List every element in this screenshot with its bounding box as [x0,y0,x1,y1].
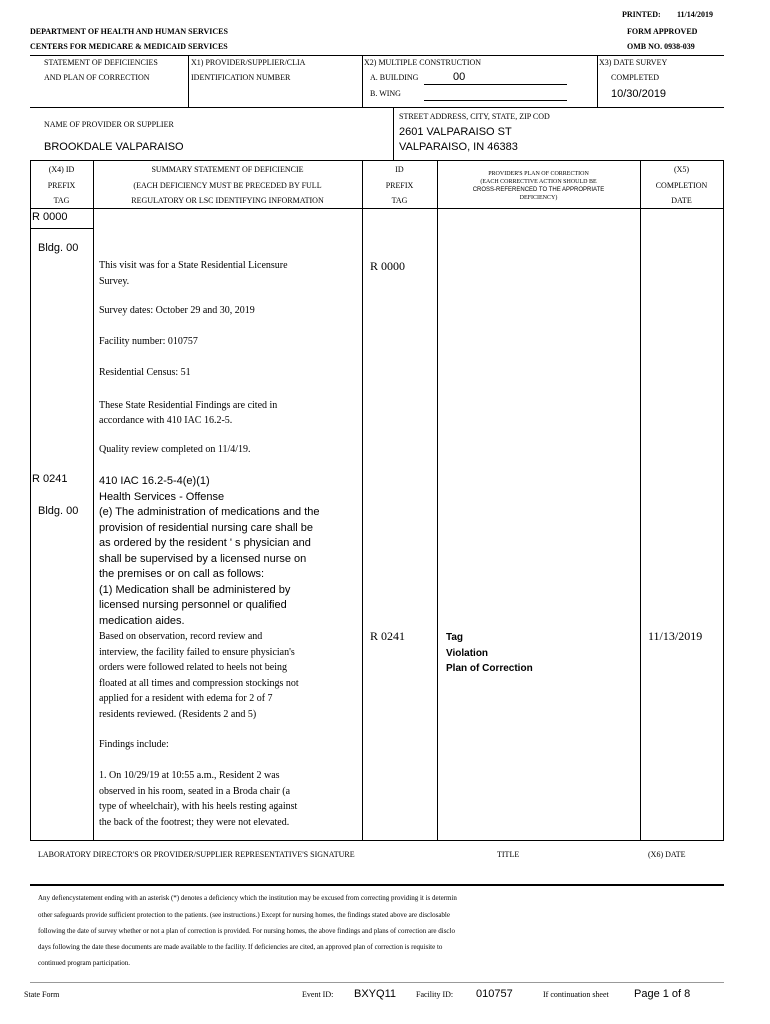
building-label: A. BUILDING [370,73,419,82]
title-label: TITLE [497,850,520,859]
rule [362,160,363,840]
department-name: DEPARTMENT OF HEALTH AND HUMAN SERVICES [30,27,228,36]
rule [30,884,724,886]
printed-label: PRINTED: [622,10,661,19]
rule [30,982,724,983]
provider-name-label: NAME OF PROVIDER OR SUPPLIER [44,120,174,129]
summary-header-line2: (EACH DEFICIENCY MUST BE PRECEDED BY FULL [133,181,322,190]
disclaimer-line4: days following the date these documents are made available to the facility. If deficiencies are cited, an approved plan of correction is requisite to [38,943,443,951]
summary-header-line1: SUMMARY STATEMENT OF DEFICIENCIE [151,165,304,174]
building-tag-2: Bldg. 00 [38,505,79,517]
statement-label-line2: AND PLAN OF CORRECTION [44,73,150,82]
rule [30,840,724,841]
continuation-label: If continuation sheet [543,990,609,999]
prefix-tag-r0241: R 0241 [32,473,68,485]
disclaimer-line2: other safeguards provide sufficient protection to the patients. (see instructions.) Except for nursing homes, the findings stated above are disclosable [38,911,450,919]
summary-header-line3: REGULATORY OR LSC IDENTIFYING INFORMATION [131,196,324,205]
plan-header-line3: CROSS-REFERENCED TO THE APPROPRIATE [472,187,605,193]
date-survey-label-line2: COMPLETED [611,73,659,82]
statement-label-line1: STATEMENT OF DEFICIENCIES [44,58,158,67]
date-survey-label-line1: X3) DATE SURVEY [599,58,668,67]
rule [30,107,724,108]
prefix-tag-r0000: R 0000 [32,211,68,223]
provider-id-label-line2: IDENTIFICATION NUMBER [191,73,291,82]
rule [93,160,94,840]
rule [640,160,641,840]
date-survey-value: 10/30/2019 [611,88,667,100]
rule [30,228,93,229]
rule [30,55,724,56]
plan-header-line2: (EACH CORRECTIVE ACTION SHOULD BE [480,179,597,185]
address-line1: 2601 VALPARAISO ST [399,126,512,138]
rule [30,160,31,840]
x4-header-line3: TAG [53,196,70,205]
completion-date: 11/13/2019 [648,629,703,643]
address-label: STREET ADDRESS, CITY, STATE, ZIP COD [399,112,550,121]
findings-include: Findings include: [99,739,169,750]
id-prefix-r0241: R 0241 [370,629,406,643]
rule [597,55,598,107]
plan-of-correction-text: Tag Violation Plan of Correction [446,632,533,674]
survey-dates: Survey dates: October 29 and 30, 2019 [99,305,255,316]
agency-name: CENTERS FOR MEDICARE & MEDICAID SERVICES [30,42,228,51]
id-header-line2: PREFIX [385,181,414,190]
rule [723,160,724,840]
facility-id-value: 010757 [476,988,513,1000]
building-tag-1: Bldg. 00 [38,242,79,254]
rule [188,55,189,107]
wing-label: B. WING [370,89,401,98]
omb-number: OMB NO. 0938-039 [627,42,695,51]
regulation-text: 410 IAC 16.2-5-4(e)(1) Health Services - Offense (e) The administration of medications and the provision of residential nursing care shall be as ordered by the resident ' s physician and shall be supervised by a licensed nurse on the premises or on call as follows: (1) Medication shall be administered by licensed nursing personnel or qualified medication aides. [99,475,320,627]
form-approved: FORM APPROVED [627,27,698,36]
finding-1: 1. On 10/29/19 at 10:55 a.m., Resident 2 was observed in his room, seated in a Broda chair (a type of wheelchair), with his heels resting against the back of the footrest; they were not elevated. [99,770,298,828]
intro-text: This visit was for a State Residential Licensure Survey. [99,260,288,287]
event-id-value: BXYQ11 [354,988,396,1000]
address-line2: VALPARAISO, IN 46383 [399,141,518,153]
id-header-line3: TAG [391,196,408,205]
x5-header-line3: DATE [671,196,692,205]
building-underline [424,84,567,85]
x5-header-line1: (X5) [673,165,690,174]
x4-header-line2: PREFIX [47,181,76,190]
signature-label: LABORATORY DIRECTOR'S OR PROVIDER/SUPPLIER REPRESENTATIVE'S SIGNATURE [38,850,355,859]
rule [393,107,394,160]
disclaimer-line3: following the date of survey whether or not a plan of correction is provided. For nursing homes, the above findings and plans of correction are disclo [38,927,455,935]
observation-text: Based on observation, record review and interview, the facility failed to ensure physician's orders were followed related to heels not being floated at all times and compression stockings not applied for a resident with edema for 2 of 7 residents reviewed. (Residents 2 and 5) [99,631,299,720]
plan-header-line1: PROVIDER'S PLAN OF CORRECTION [488,171,589,177]
event-id-label: Event ID: [302,990,334,999]
rule [30,208,724,209]
x5-header-line2: COMPLETION [655,181,708,190]
id-prefix-r0000: R 0000 [370,259,406,273]
quality-review: Quality review completed on 11/4/19. [99,444,251,455]
provider-id-label-line1: X1) PROVIDER/SUPPLIER/CLIA [191,58,306,67]
rule [30,160,724,161]
facility-id-label: Facility ID: [416,990,454,999]
disclaimer-line1: Any defiencystatement ending with an asterisk (*) denotes a deficiency which the institution may be excused from correcting providing it is determin [38,894,457,902]
state-form-label: State Form [24,990,60,999]
x4-header-line1: (X4) ID [48,165,75,174]
disclaimer-line5: continued program participation. [38,959,130,967]
plan-header-line4: DEFICIENCY) [519,195,558,201]
page-number: Page 1 of 8 [634,988,691,1000]
findings-cited: These State Residential Findings are cited in accordance with 410 IAC 16.2-5. [99,400,278,426]
signature-date-label: (X6) DATE [648,850,686,859]
facility-number: Facility number: 010757 [99,336,198,347]
provider-name-value: BROOKDALE VALPARAISO [44,141,184,153]
printed-date: 11/14/2019 [677,10,714,19]
id-header-line1: ID [395,165,404,174]
rule [437,160,438,840]
rule [362,55,363,107]
building-value: 00 [453,71,466,83]
residential-census: Residential Census: 51 [99,367,191,378]
multiple-construction-label: X2) MULTIPLE CONSTRUCTION [364,58,482,67]
wing-underline [424,100,567,101]
